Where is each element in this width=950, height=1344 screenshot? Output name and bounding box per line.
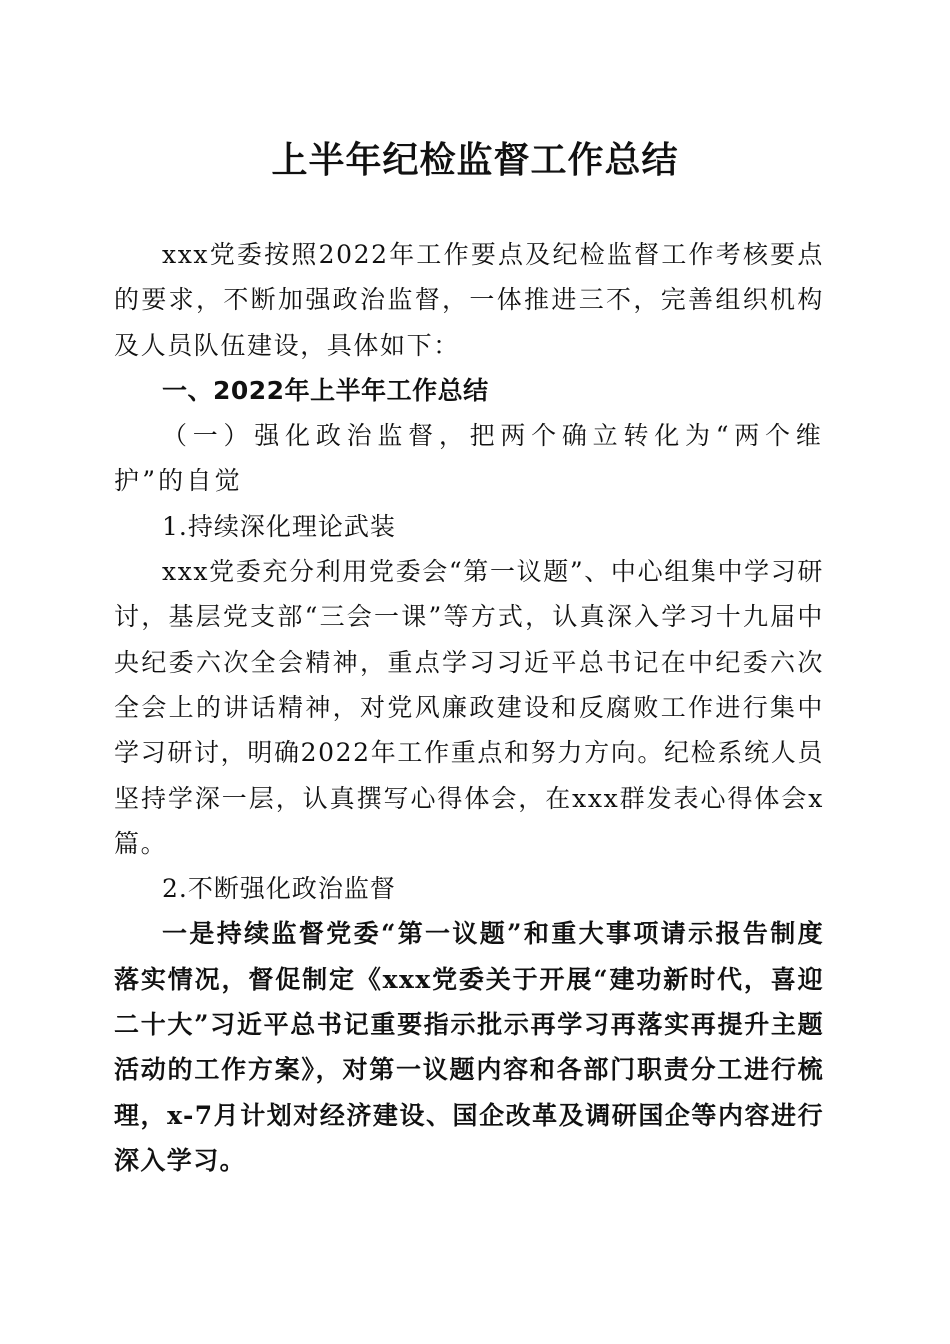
document-body (114, 232, 824, 1183)
intro-paragraph: xxx党委按照2022年工作要点及纪检监督工作考核要点的要求，不断加强政治监督，一体推进三不，完善组织机构及人员队伍建设，具体如下： (114, 240, 824, 360)
item-heading-1: 1.持续深化理论武装 (162, 511, 396, 541)
section-heading: 一、2022年上半年工作总结 (162, 375, 489, 405)
body-paragraph-2: 一是持续监督党委“第一议题”和重大事项请示报告制度落实情况，督促制定《xxx党委关于开展“建功新时代，喜迎二十大”习近平总书记重要指示批示再学习再落实再提升主题活动的工作方案》，对第一议题内容和各部门职责分工进行梳理，x-7月计划对经济建设、国企改革及调研国企等内容进行深入学习。 (114, 919, 824, 1175)
subsection-heading: （一）强化政治监督，把两个确立转化为“两个维护”的自觉 (114, 421, 824, 496)
item-heading-2: 2.不断强化政治监督 (162, 874, 396, 904)
document-title: 上半年纪检监督工作总结 (271, 139, 679, 181)
body-paragraph-1: xxx党委充分利用党委会“第一议题”、中心组集中学习研讨，基层党支部“三会一课”等方式，认真深入学习十九届中央纪委六次全会精神，重点学习习近平总书记在中纪委六次全会上的讲话精神，对党风廉政建设和反腐败工作进行集中学习研讨，明确2022年工作重点和努力方向。纪检系统人员坚持学深一层，认真撰写心得体会，在xxx群发表心得体会x篇。 (114, 557, 824, 858)
